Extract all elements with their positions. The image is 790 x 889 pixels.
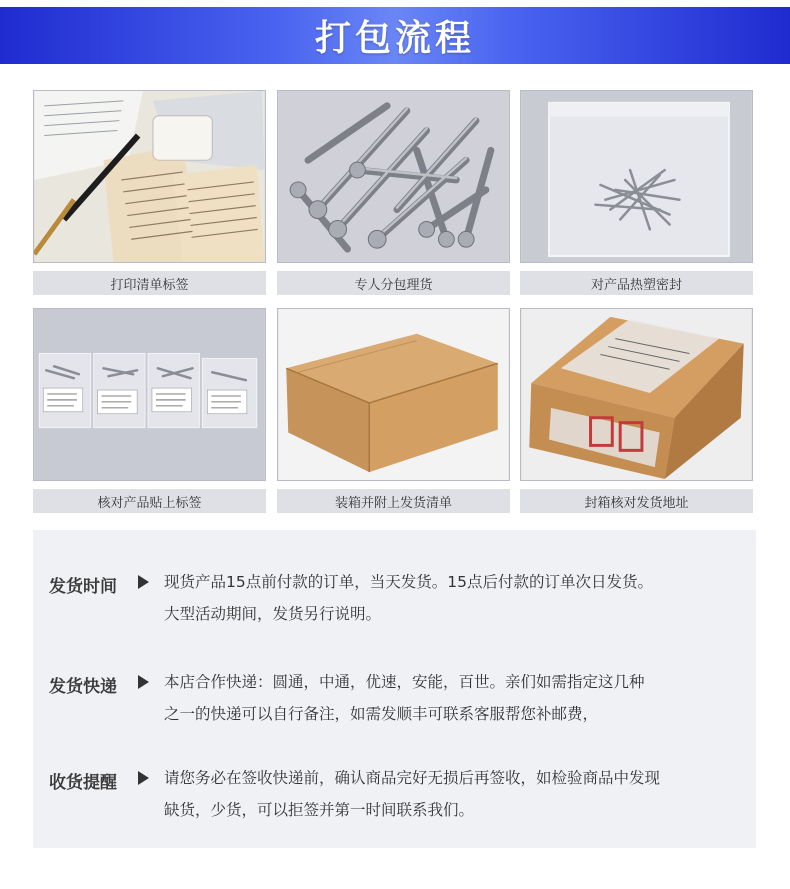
- step-caption: 封箱核对发货地址: [520, 489, 753, 513]
- cardboard-box-photo: [277, 308, 510, 481]
- info-label: 发货时间: [49, 577, 117, 597]
- loose-screws-photo: [277, 90, 510, 263]
- step-caption: 专人分包理货: [277, 271, 510, 295]
- step-caption: 装箱并附上发货清单: [277, 489, 510, 513]
- info-text: 请您务必在签收快递前，确认商品完好无损后再签收，如检验商品中发现 缺货，少货，可以拒签并第一时间联系我们。: [164, 769, 661, 819]
- play-arrow-icon: [138, 771, 149, 785]
- labeled-bags-photo: [33, 308, 266, 481]
- play-arrow-icon: [138, 675, 149, 689]
- info-text: 现货产品15点前付款的订单，当天发货。15点后付款的订单次日发货。 大型活动期间，发货另行说明。: [164, 573, 653, 623]
- step-caption: 对产品热塑密封: [520, 271, 753, 295]
- sealed-box-photo: [520, 308, 753, 481]
- info-label: 收货提醒: [49, 773, 117, 793]
- printed-labels-photo: [33, 90, 266, 263]
- step-caption: 核对产品贴上标签: [33, 489, 266, 513]
- sealed-bag-photo: [520, 90, 753, 263]
- step-caption: 打印清单标签: [33, 271, 266, 295]
- info-text: 本店合作快递：圆通，中通，优速，安能，百世。亲们如需指定这几种 之一的快递可以自行备注，如需发顺丰可联系客服帮您补邮费，: [164, 673, 645, 723]
- play-arrow-icon: [138, 575, 149, 589]
- page-title: 打包流程: [314, 18, 475, 59]
- info-label: 发货快递: [49, 677, 117, 697]
- shipping-info-panel: [33, 530, 756, 848]
- header-banner: [0, 7, 790, 64]
